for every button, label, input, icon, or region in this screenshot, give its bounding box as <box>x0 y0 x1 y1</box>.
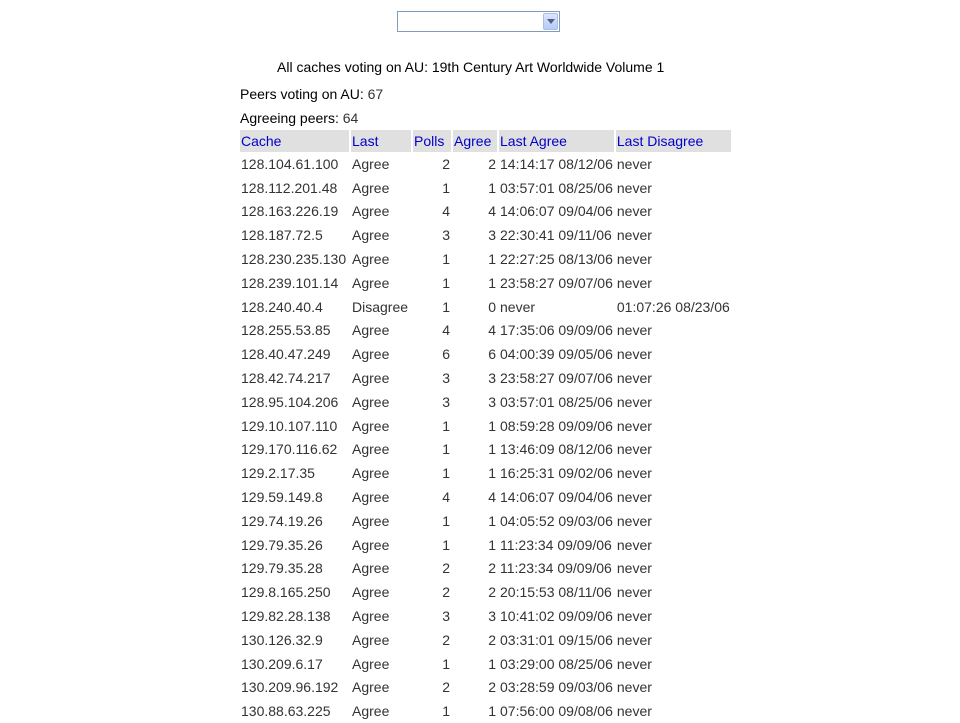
last-vote: Agree <box>352 489 390 506</box>
cache-address: 129.79.35.28 <box>241 560 323 577</box>
polls-count: 1 <box>442 512 450 529</box>
agree-count: 4 <box>488 322 496 339</box>
agree-count: 1 <box>488 512 496 529</box>
last-vote: Agree <box>352 370 390 387</box>
agree-count: 4 <box>488 203 496 220</box>
table-row <box>240 580 731 604</box>
last-agree-time: never <box>500 298 536 315</box>
table-row <box>240 628 731 652</box>
last-agree-time: 11:23:34 09/09/06 <box>500 560 612 577</box>
last-disagree-time: never <box>616 560 652 577</box>
last-vote: Agree <box>352 465 390 482</box>
last-vote: Disagree <box>352 298 409 315</box>
cache-address: 129.8.165.250 <box>241 584 331 601</box>
last-vote: Agree <box>352 322 390 339</box>
table-header-row <box>240 130 731 152</box>
cache-address: 128.112.201.48 <box>241 179 338 196</box>
last-disagree-time: never <box>616 155 652 172</box>
last-disagree-time: never <box>616 370 652 387</box>
last-disagree-time: never <box>616 465 652 482</box>
last-vote: Agree <box>352 179 390 196</box>
table-row <box>240 557 731 581</box>
agree-count: 1 <box>488 251 496 268</box>
last-disagree-time: 01:07:26 08/23/06 <box>616 298 730 315</box>
peers-voting-summary <box>240 86 383 102</box>
table-row <box>240 176 731 200</box>
cache-address: 129.2.17.35 <box>241 465 315 482</box>
last-agree-time: 22:30:41 09/11/06 <box>500 227 612 244</box>
chevron-down-icon <box>547 19 555 25</box>
cache-address: 128.239.101.14 <box>241 274 339 291</box>
agreeing-peers-summary <box>240 110 358 126</box>
last-agree-time: 23:58:27 09/07/06 <box>500 274 613 291</box>
agree-count: 3 <box>488 608 496 625</box>
cache-address: 128.40.47.249 <box>241 346 331 363</box>
column-header-last[interactable]: Last <box>351 130 411 152</box>
agree-count: 3 <box>488 393 496 410</box>
last-vote: Agree <box>352 536 390 553</box>
table-row <box>240 509 731 533</box>
au-select[interactable] <box>397 11 560 32</box>
table-row <box>240 676 731 700</box>
last-agree-time: 03:29:00 08/25/06 <box>500 655 613 672</box>
table-row <box>240 485 731 509</box>
last-disagree-time: never <box>616 346 652 363</box>
last-vote: Agree <box>352 274 390 291</box>
last-vote: Agree <box>352 608 390 625</box>
agree-count: 1 <box>488 274 496 291</box>
last-disagree-time: never <box>616 322 652 339</box>
agree-count: 1 <box>488 465 496 482</box>
polls-count: 1 <box>442 274 450 291</box>
last-disagree-time: never <box>616 441 652 458</box>
polls-count: 1 <box>442 179 450 196</box>
last-disagree-time: never <box>616 584 652 601</box>
agree-count: 1 <box>488 536 496 553</box>
polls-count: 3 <box>442 227 450 244</box>
last-disagree-time: never <box>616 489 652 506</box>
last-disagree-time: never <box>616 251 652 268</box>
table-row <box>240 319 731 343</box>
last-vote: Agree <box>352 441 390 458</box>
last-vote: Agree <box>352 679 390 696</box>
agree-count: 2 <box>488 155 496 172</box>
column-header-polls[interactable]: Polls <box>413 130 451 152</box>
polls-count: 3 <box>442 370 450 387</box>
polls-count: 3 <box>442 393 450 410</box>
agree-count: 4 <box>488 489 496 506</box>
cache-address: 128.255.53.85 <box>241 322 331 339</box>
agreeing-peers-label: Agreeing peers: <box>240 110 339 126</box>
last-vote: Agree <box>352 203 390 220</box>
last-disagree-time: never <box>616 679 652 696</box>
cache-table <box>238 130 733 723</box>
cache-address: 129.170.116.62 <box>241 441 338 458</box>
cache-address: 129.10.107.110 <box>241 417 338 434</box>
column-header-cache[interactable]: Cache <box>240 130 349 152</box>
last-agree-time: 04:00:39 09/05/06 <box>500 346 613 363</box>
table-row <box>240 533 731 557</box>
polls-count: 1 <box>442 536 450 553</box>
last-agree-time: 17:35:06 09/09/06 <box>500 322 613 339</box>
cache-address: 130.126.32.9 <box>241 631 323 648</box>
polls-count: 4 <box>442 489 450 506</box>
cache-address: 128.187.72.5 <box>241 227 323 244</box>
agree-count: 1 <box>488 703 496 720</box>
table-row <box>240 152 731 176</box>
last-disagree-time: never <box>616 417 652 434</box>
polls-count: 4 <box>442 203 450 220</box>
cache-address: 129.74.19.26 <box>241 512 323 529</box>
last-agree-time: 16:25:31 09/02/06 <box>500 465 613 482</box>
cache-address: 129.82.28.138 <box>241 608 331 625</box>
agree-count: 1 <box>488 179 496 196</box>
agree-count: 2 <box>488 679 496 696</box>
polls-count: 1 <box>442 298 450 315</box>
last-disagree-time: never <box>616 393 652 410</box>
last-vote: Agree <box>352 227 390 244</box>
column-header-last-agree[interactable]: Last Agree <box>499 130 614 152</box>
cache-address: 128.95.104.206 <box>241 393 339 410</box>
last-vote: Agree <box>352 251 390 268</box>
polls-count: 1 <box>442 441 450 458</box>
last-agree-time: 11:23:34 09/09/06 <box>500 536 612 553</box>
last-agree-time: 03:57:01 08/25/06 <box>500 179 613 196</box>
last-agree-time: 14:14:17 08/12/06 <box>500 155 613 172</box>
last-agree-time: 03:28:59 09/03/06 <box>500 679 613 696</box>
polls-count: 2 <box>442 155 450 172</box>
last-disagree-time: never <box>616 227 652 244</box>
last-vote: Agree <box>352 584 390 601</box>
peers-voting-value: 67 <box>367 86 384 102</box>
table-row <box>240 390 731 414</box>
last-disagree-time: never <box>616 512 652 529</box>
last-disagree-time: never <box>616 703 652 720</box>
last-disagree-time: never <box>616 631 652 648</box>
last-vote: Agree <box>352 655 390 672</box>
agree-count: 3 <box>488 370 496 387</box>
last-agree-time: 14:06:07 09/04/06 <box>500 203 613 220</box>
table-row <box>240 271 731 295</box>
agree-count: 6 <box>488 346 496 363</box>
table-row <box>240 366 731 390</box>
polls-count: 1 <box>442 417 450 434</box>
agree-count: 2 <box>488 560 496 577</box>
table-row <box>240 342 731 366</box>
last-agree-time: 10:41:02 09/09/06 <box>500 608 613 625</box>
peers-voting-label: Peers voting on AU: <box>240 86 364 102</box>
page-title: All caches voting on AU: 19th Century Art Worldwide Volume 1 <box>277 59 665 75</box>
polls-count: 2 <box>442 584 450 601</box>
cache-address: 130.209.96.192 <box>241 679 339 696</box>
cache-address: 129.79.35.26 <box>241 536 323 553</box>
cache-address: 128.42.74.217 <box>241 370 331 387</box>
table-row <box>240 438 731 462</box>
table-row <box>240 652 731 676</box>
agree-count: 1 <box>488 417 496 434</box>
agree-count: 1 <box>488 441 496 458</box>
last-disagree-time: never <box>616 179 652 196</box>
table-row <box>240 247 731 271</box>
last-agree-time: 13:46:09 08/12/06 <box>500 441 613 458</box>
cache-table-body <box>240 152 731 723</box>
last-agree-time: 23:58:27 09/07/06 <box>500 370 613 387</box>
last-agree-time: 20:15:53 08/11/06 <box>500 584 612 601</box>
column-header-agree[interactable]: Agree <box>453 130 497 152</box>
table-row <box>240 461 731 485</box>
polls-count: 6 <box>442 346 450 363</box>
cache-address: 129.59.149.8 <box>241 489 323 506</box>
last-vote: Agree <box>352 512 390 529</box>
polls-count: 2 <box>442 560 450 577</box>
cache-address: 130.88.63.225 <box>241 703 331 720</box>
au-select-dropdown-button[interactable] <box>543 13 558 30</box>
cache-address: 130.209.6.17 <box>241 655 323 672</box>
column-header-last-disagree[interactable]: Last Disagree <box>616 130 731 152</box>
last-vote: Agree <box>352 346 390 363</box>
last-vote: Agree <box>352 393 390 410</box>
polls-count: 2 <box>442 679 450 696</box>
agree-count: 0 <box>488 298 496 315</box>
table-row <box>240 604 731 628</box>
last-disagree-time: never <box>616 655 652 672</box>
last-agree-time: 22:27:25 08/13/06 <box>500 251 613 268</box>
polls-count: 3 <box>442 608 450 625</box>
cache-address: 128.104.61.100 <box>241 155 339 172</box>
last-agree-time: 14:06:07 09/04/06 <box>500 489 613 506</box>
last-vote: Agree <box>352 631 390 648</box>
cache-address: 128.163.226.19 <box>241 203 339 220</box>
agree-count: 2 <box>488 631 496 648</box>
agreeing-peers-value: 64 <box>342 110 359 126</box>
cache-address: 128.230.235.130 <box>241 251 347 268</box>
last-vote: Agree <box>352 155 390 172</box>
last-vote: Agree <box>352 417 390 434</box>
last-agree-time: 04:05:52 09/03/06 <box>500 512 613 529</box>
polls-count: 1 <box>442 251 450 268</box>
last-agree-time: 07:56:00 09/08/06 <box>500 703 613 720</box>
table-row <box>240 223 731 247</box>
last-vote: Agree <box>352 560 390 577</box>
last-disagree-time: never <box>616 536 652 553</box>
agree-count: 1 <box>488 655 496 672</box>
table-row <box>240 295 731 319</box>
last-agree-time: 03:57:01 08/25/06 <box>500 393 613 410</box>
table-row <box>240 200 731 224</box>
table-row <box>240 414 731 438</box>
agree-count: 3 <box>488 227 496 244</box>
last-agree-time: 08:59:28 09/09/06 <box>500 417 613 434</box>
polls-count: 2 <box>442 631 450 648</box>
agree-count: 2 <box>488 584 496 601</box>
last-disagree-time: never <box>616 274 652 291</box>
polls-count: 1 <box>442 655 450 672</box>
last-disagree-time: never <box>616 203 652 220</box>
table-row <box>240 699 731 723</box>
last-vote: Agree <box>352 703 390 720</box>
last-disagree-time: never <box>616 608 652 625</box>
polls-count: 1 <box>442 703 450 720</box>
polls-count: 4 <box>442 322 450 339</box>
cache-address: 128.240.40.4 <box>241 298 323 315</box>
last-agree-time: 03:31:01 09/15/06 <box>500 631 613 648</box>
polls-count: 1 <box>442 465 450 482</box>
